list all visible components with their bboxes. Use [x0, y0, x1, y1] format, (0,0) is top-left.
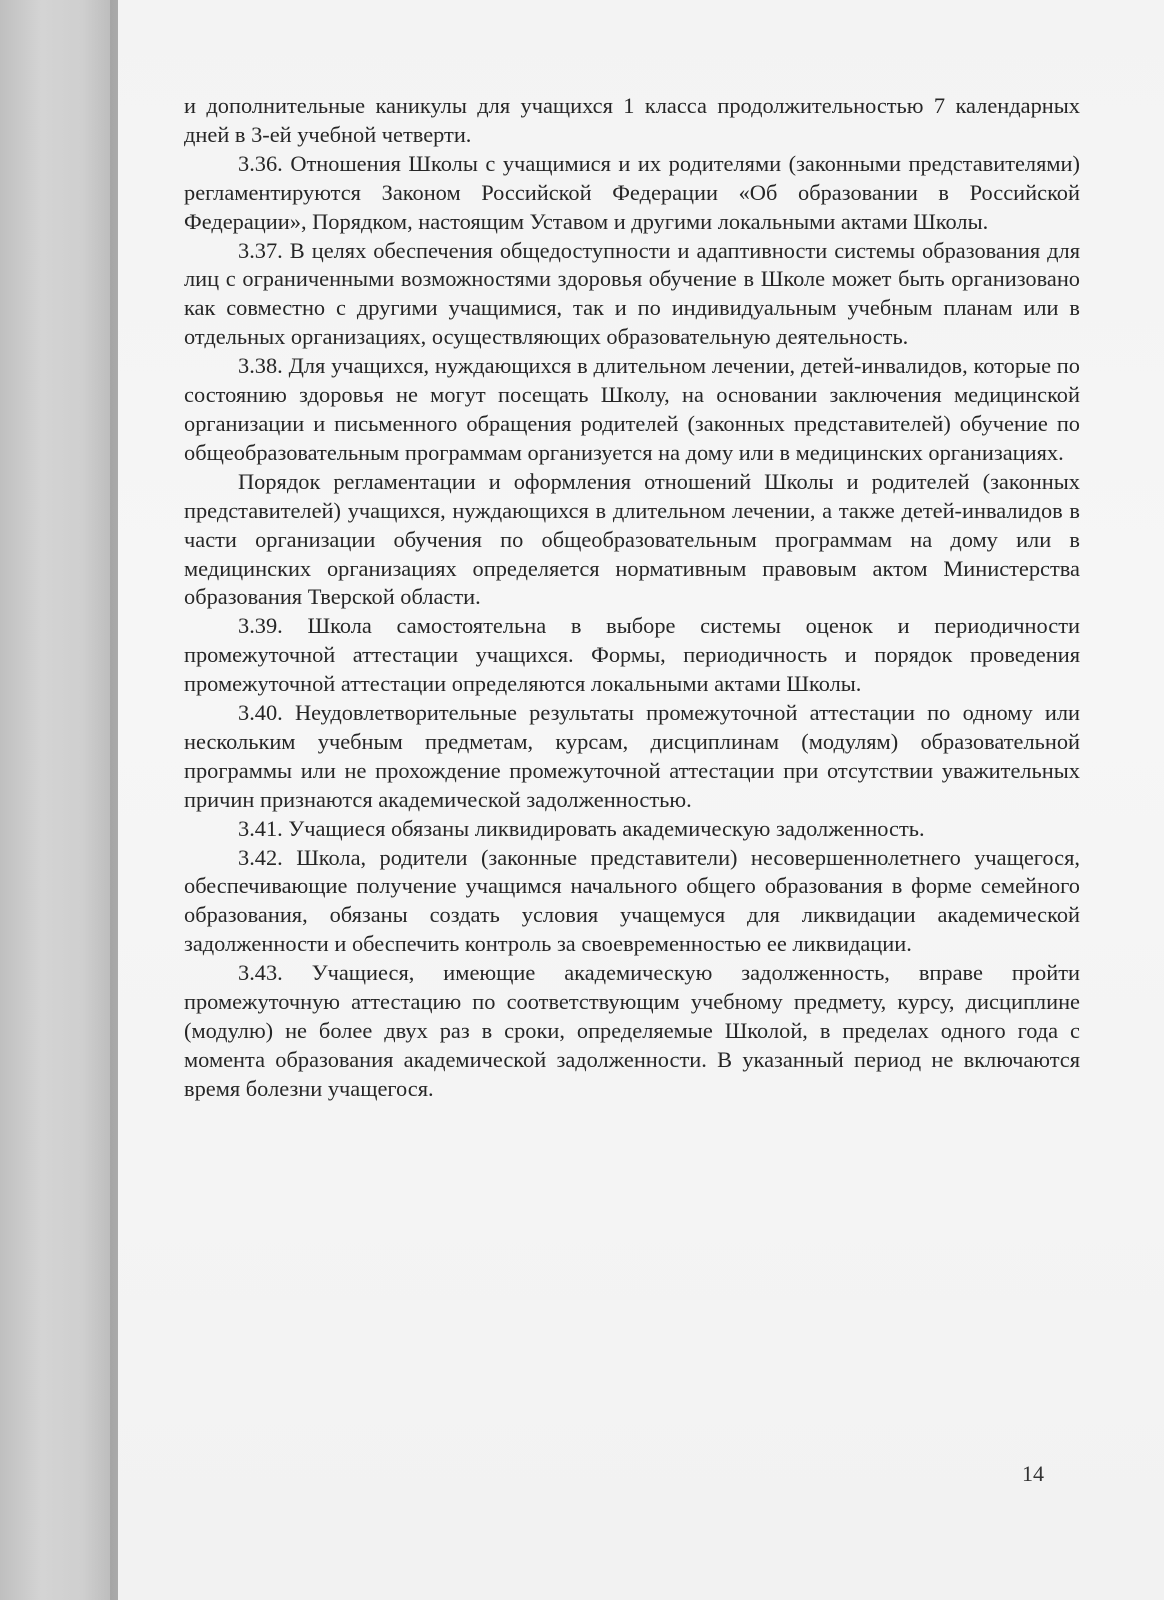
paragraph-3-36: 3.36. Отношения Школы с учащимися и их родителями (законными представителями) регламентируются Законом Российской Федерации «Об образовании в Российской Федерации», Порядком, настоящим Уставом и другими локальными актами Школы. — [184, 150, 1080, 234]
page-number: 14 — [1022, 1461, 1044, 1486]
paragraph-3-42: 3.42. Школа, родители (законные представители) несовершеннолетнего учащегося, обеспечивающие получение учащимся начального общего образования в форме семейного образования, обязаны создать условия учащемуся для ликвидации академической задолженности и обеспечить контроль за своевременностью ее ликвидации. — [184, 844, 1080, 957]
paragraph-3-41: 3.41. Учащиеся обязаны ликвидировать академическую задолженность. — [238, 815, 925, 841]
document-page — [118, 0, 1164, 1600]
paragraph-3-43: 3.43. Учащиеся, имеющие академическую задолженность, вправе пройти промежуточную аттестацию по соответствующим учебному предмету, курсу, дисциплине (модулю) не более двух раз в сроки, определяемые Школой, в пределах одного года с момента образования академической задолженности. В указанный период не включаются время болезни учащегося. — [184, 960, 1080, 1101]
paragraph-3-40: 3.40. Неудовлетворительные результаты промежуточной аттестации по одному или нескольким учебным предметам, курсам, дисциплинам (модулям) образовательной программы или не прохождение промежуточной аттестации при отсутствии уважительных причин признаются академической задолженностью. — [184, 700, 1080, 812]
paragraph-3-38: 3.38. Для учащихся, нуждающихся в длительном лечении, детей-инвалидов, которые по состоянию здоровья не могут посещать Школу, на основании заключения медицинской организации и письменного обращения родителей (законных представителей) обучение по общеобразовательным программам организуется на дому или в медицинских организациях. — [184, 353, 1080, 465]
paragraph-continuation: и дополнительные каникулы для учащихся 1 класса продолжительностью 7 календарных дней в 3-ей учебной четверти. — [184, 93, 1080, 147]
adjacent-page-edge — [0, 0, 118, 1600]
paragraph-3-39: 3.39. Школа самостоятельна в выборе системы оценок и периодичности промежуточной аттестации учащихся. Формы, периодичность и порядок проведения промежуточной аттестации определяются локальными актами Школы. — [184, 613, 1080, 697]
paragraph-3-37: 3.37. В целях обеспечения общедоступности и адаптивности системы образования для лиц с ограниченными возможностями здоровья обучение в Школе может быть организовано как совместно с другими учащимися, так и по индивидуальным учебным планам или в отдельных организациях, осуществляющих образовательную деятельность. — [184, 237, 1080, 350]
paragraph-procedure: Порядок регламентации и оформления отношений Школы и родителей (законных представителей) учащихся, нуждающихся в длительном лечении, а также детей-инвалидов в части организации обучения по общеобразовательным программам на дому или в медицинских организациях определяется нормативным правовым актом Министерства образования Тверской области. — [184, 468, 1080, 610]
document-body — [184, 92, 1080, 1104]
